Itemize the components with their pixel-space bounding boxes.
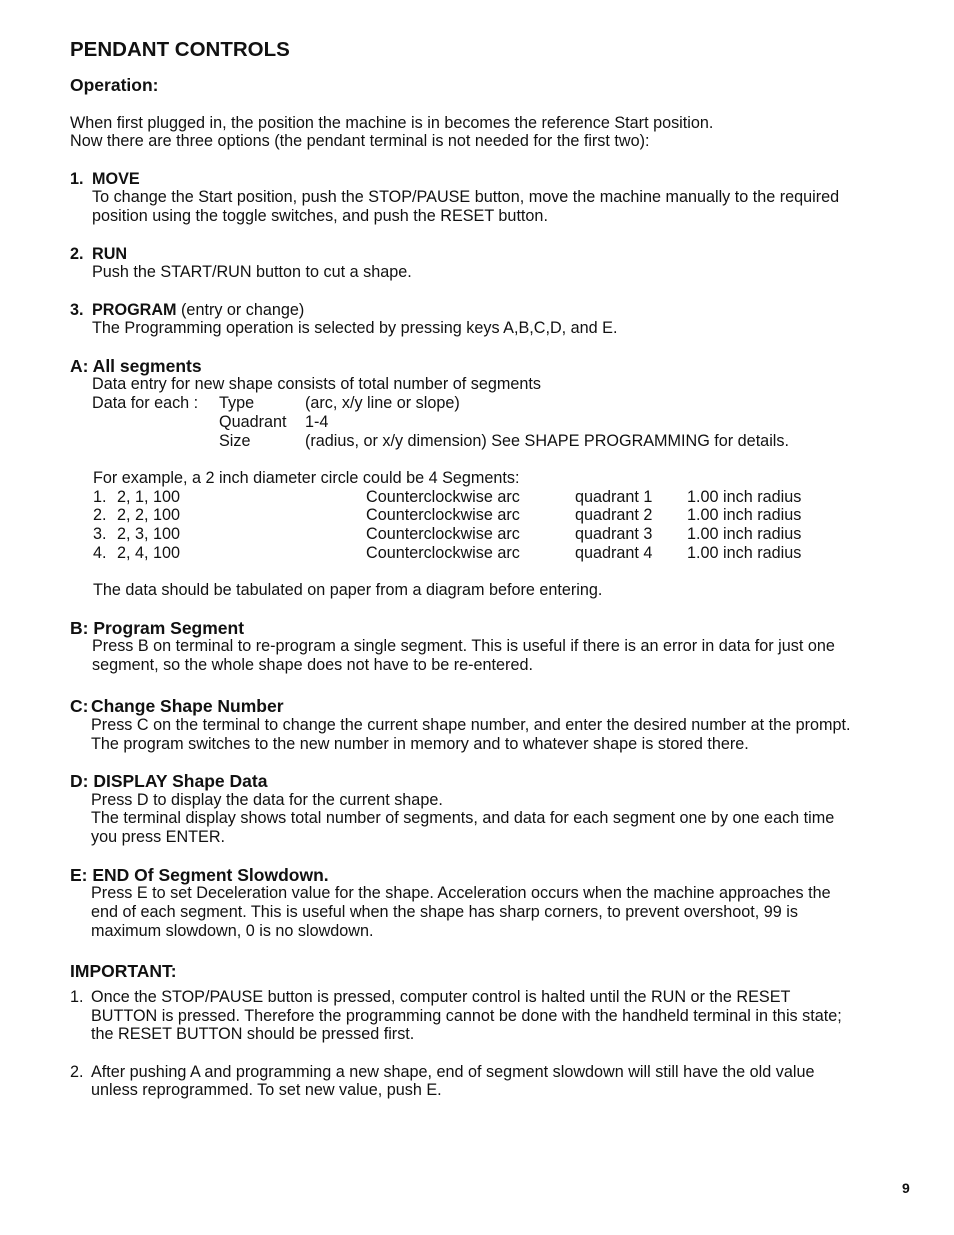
example-row-radius: 1.00 inch radius xyxy=(687,525,802,543)
example-row-radius: 1.00 inch radius xyxy=(687,506,802,524)
section-e-text: end of each segment. This is useful when the shape has sharp corners, to prevent overshoot, 99 is xyxy=(91,903,798,921)
example-row-quad: quadrant 4 xyxy=(575,544,653,562)
page-number: 9 xyxy=(902,1180,910,1196)
section-a-note: The data should be tabulated on paper from a diagram before entering. xyxy=(93,581,603,599)
example-row-quad: quadrant 3 xyxy=(575,525,653,543)
field-name: Size xyxy=(219,432,251,450)
example-row-radius: 1.00 inch radius xyxy=(687,544,802,562)
section-d-text: The terminal display shows total number of segments, and data for each segment one by one each time xyxy=(91,809,835,827)
section-a-heading: A: All segments xyxy=(70,356,202,376)
field-desc: (arc, x/y line or slope) xyxy=(305,394,460,412)
example-row-data: 2, 2, 100 xyxy=(117,506,181,524)
operation-intro-line: When first plugged in, the position the machine is in becomes the reference Start position. xyxy=(70,114,714,132)
example-row-num: 3. xyxy=(93,525,107,543)
important-text: After pushing A and programming a new shape, end of segment slowdown will still have the old value xyxy=(91,1063,815,1081)
example-row-radius: 1.00 inch radius xyxy=(687,488,802,506)
important-text: BUTTON is pressed. Therefore the programming cannot be done with the handheld terminal in this state; xyxy=(91,1007,842,1025)
important-number: 1. xyxy=(70,988,84,1006)
option-number: 1. xyxy=(70,170,84,188)
page-title: PENDANT CONTROLS xyxy=(70,38,290,61)
section-e-text: maximum slowdown, 0 is no slowdown. xyxy=(91,922,374,940)
field-name: Quadrant xyxy=(219,413,287,431)
important-text: the RESET BUTTON should be pressed first. xyxy=(91,1025,415,1043)
example-row-type: Counterclockwise arc xyxy=(366,544,520,562)
option-suffix: (entry or change) xyxy=(176,301,305,319)
example-row-type: Counterclockwise arc xyxy=(366,525,520,543)
section-e-heading: E: END Of Segment Slowdown. xyxy=(70,865,329,885)
section-c-text: The program switches to the new number in memory and to whatever shape is stored there. xyxy=(91,735,749,753)
example-row-quad: quadrant 2 xyxy=(575,506,653,524)
example-intro: For example, a 2 inch diameter circle could be 4 Segments: xyxy=(93,469,520,487)
important-text: Once the STOP/PAUSE button is pressed, computer control is halted until the RUN or the RESET xyxy=(91,988,791,1006)
option-name-move: MOVE xyxy=(92,170,140,188)
option-text: Push the START/RUN button to cut a shape. xyxy=(92,263,412,281)
example-row-type: Counterclockwise arc xyxy=(366,488,520,506)
section-c-prefix: C: xyxy=(70,696,89,716)
section-b-text: segment, so the whole shape does not have to be re-entered. xyxy=(92,656,533,674)
field-name: Type xyxy=(219,394,255,412)
example-row-type: Counterclockwise arc xyxy=(366,506,520,524)
section-e-text: Press E to set Deceleration value for the shape. Acceleration occurs when the machine approaches the xyxy=(91,884,831,902)
operation-intro-line: Now there are three options (the pendant terminal is not needed for the first two): xyxy=(70,132,650,150)
option-number: 3. xyxy=(70,301,84,319)
field-desc: 1-4 xyxy=(305,413,329,431)
operation-heading: Operation: xyxy=(70,75,159,95)
example-row-quad: quadrant 1 xyxy=(575,488,653,506)
data-for-each-label: Data for each : xyxy=(92,394,199,412)
section-b-heading: B: Program Segment xyxy=(70,618,245,638)
section-d-heading: D: DISPLAY Shape Data xyxy=(70,771,268,791)
option-text: position using the toggle switches, and push the RESET button. xyxy=(92,207,548,225)
example-row-data: 2, 3, 100 xyxy=(117,525,181,543)
section-d-text: Press D to display the data for the current shape. xyxy=(91,791,443,809)
example-row-num: 4. xyxy=(93,544,107,562)
option-name-run: RUN xyxy=(92,245,128,263)
section-d-text: you press ENTER. xyxy=(91,828,226,846)
section-c-heading: Change Shape Number xyxy=(91,696,284,716)
section-c-text: Press C on the terminal to change the current shape number, and enter the desired number at the prompt. xyxy=(91,716,851,734)
example-row-data: 2, 4, 100 xyxy=(117,544,181,562)
field-desc: (radius, or x/y dimension) See SHAPE PROGRAMMING for details. xyxy=(305,432,789,450)
important-text: unless reprogrammed. To set new value, push E. xyxy=(91,1081,442,1099)
option-number: 2. xyxy=(70,245,84,263)
example-row-data: 2, 1, 100 xyxy=(117,488,181,506)
example-row-num: 1. xyxy=(93,488,107,506)
section-a-text: Data entry for new shape consists of total number of segments xyxy=(92,375,541,393)
option-heading-program xyxy=(92,301,304,320)
example-row-num: 2. xyxy=(93,506,107,524)
option-name-program: PROGRAM xyxy=(92,301,177,319)
section-b-text: Press B on terminal to re-program a single segment. This is useful if there is an error in data for just one xyxy=(92,637,835,655)
important-number: 2. xyxy=(70,1063,84,1081)
option-text: To change the Start position, push the STOP/PAUSE button, move the machine manually to the required xyxy=(92,188,840,206)
important-heading: IMPORTANT: xyxy=(70,961,177,981)
option-text: The Programming operation is selected by pressing keys A,B,C,D, and E. xyxy=(92,319,618,337)
